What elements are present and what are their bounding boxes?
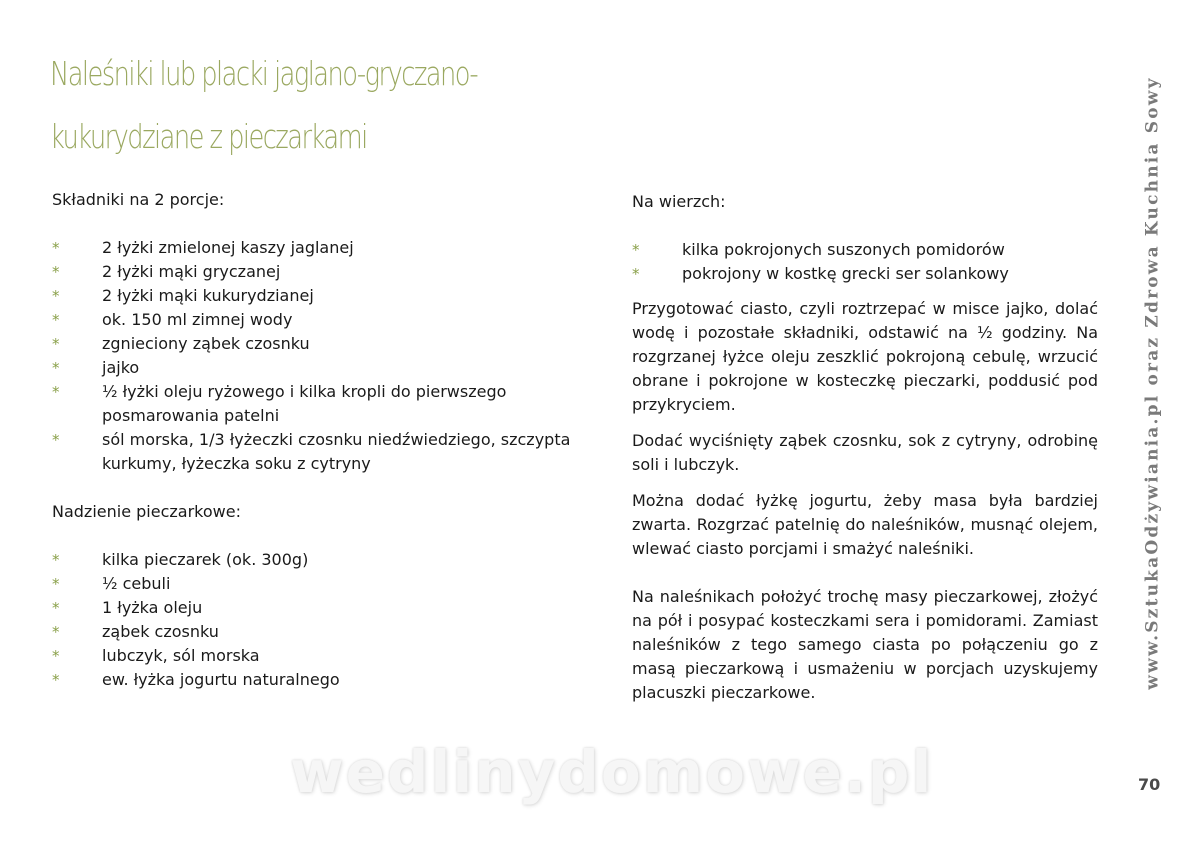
bullet-asterisk-icon: * (52, 335, 60, 353)
filling-heading: Nadzienie pieczarkowe: (52, 502, 241, 521)
recipe-title-line-1: Naleśniki lub placki jaglano-gryczano- (50, 54, 478, 93)
sidebar-credit (1131, 43, 1175, 723)
bullet-asterisk-icon: * (632, 241, 640, 259)
bullet-asterisk-icon: * (52, 599, 60, 617)
bullet-asterisk-icon: * (52, 311, 60, 329)
list-item: * zgnieciony ząbek czosnku (52, 332, 572, 356)
watermark: wedlinydomowe.pl (290, 738, 934, 806)
list-item: * kilka pokrojonych suszonych pomidorów (632, 238, 1098, 262)
bullet-asterisk-icon: * (52, 263, 60, 281)
bullet-asterisk-icon: * (52, 239, 60, 257)
bullet-asterisk-icon: * (52, 359, 60, 377)
bullet-asterisk-icon: * (52, 431, 60, 449)
ingredients-heading: Składniki na 2 porcje: (52, 190, 225, 209)
list-item: * ½ cebuli (52, 572, 572, 596)
instruction-paragraph-1: Przygotować ciasto, czyli roztrzepać w misce jajko, dolać wodę i pozostałe składniki, odstawić na ½ godziny. Na rozgrzanej łyżce oleju zeszklić pokrojoną cebulę, wrzucić obrane i pokrojone w kosteczkę pieczarki, poddusić pod przykryciem. (632, 299, 1098, 414)
list-item: * ½ łyżki oleju ryżowego i kilka kropli do pierwszego posmarowania patelni (52, 382, 507, 425)
list-item: * ok. 150 ml zimnej wody (52, 308, 572, 332)
left-column (52, 188, 572, 692)
list-item: * ew. łyżka jogurtu naturalnego (52, 668, 572, 692)
bullet-asterisk-icon: * (52, 623, 60, 641)
bullet-asterisk-icon: * (52, 287, 60, 305)
bullet-asterisk-icon: * (52, 647, 60, 665)
page-number: 70 (1138, 775, 1161, 794)
instruction-paragraph-2: Dodać wyciśnięty ząbek czosnku, sok z cytryny, odrobinę soli i lubczyk. (632, 431, 1098, 474)
recipe-title-line-2: kukurydziane z pieczarkami (50, 117, 367, 156)
list-item: * sól morska, 1/3 łyżeczki czosnku niedźwiedziego, szczypta kurkumy, łyżeczka soku z cytryny (52, 430, 571, 473)
bullet-asterisk-icon: * (52, 551, 60, 569)
list-item: * 2 łyżki mąki kukurydzianej (52, 284, 572, 308)
sidebar-credit-text: www.SztukaOdżywiania.pl oraz Zdrowa Kuchnia Sowy (1143, 76, 1163, 690)
instruction-paragraph-4: Na naleśnikach położyć trochę masy pieczarkowej, złożyć na pół i posypać kosteczkami sera i pomidorami. Zamiast naleśników z tego samego ciasta po połączeniu go z masą pieczarkową i usmażeniu w porcjach uzyskujemy placuszki pieczarkowe. (632, 587, 1098, 702)
list-item: * ząbek czosnku (52, 620, 572, 644)
bullet-asterisk-icon: * (52, 575, 60, 593)
list-item: * 1 łyżka oleju (52, 596, 572, 620)
list-item: * pokrojony w kostkę grecki ser solankowy (632, 262, 1098, 286)
recipe-title (50, 42, 487, 168)
list-item: * lubczyk, sól morska (52, 644, 572, 668)
list-item: * kilka pieczarek (ok. 300g) (52, 548, 572, 572)
list-item: * jajko (52, 356, 572, 380)
instruction-paragraph-3: Można dodać łyżkę jogurtu, żeby masa była bardziej zwarta. Rozgrzać patelnię do naleśników, musnąć olejem, wlewać ciasto porcjami i smażyć naleśniki. (632, 491, 1098, 558)
ingredients-list (52, 236, 572, 476)
list-item: * 2 łyżki mąki gryczanej (52, 260, 572, 284)
right-column (632, 188, 1098, 705)
bullet-asterisk-icon: * (632, 265, 640, 283)
bullet-asterisk-icon: * (52, 383, 60, 401)
topping-heading: Na wierzch: (632, 192, 726, 211)
bullet-asterisk-icon: * (52, 671, 60, 689)
topping-list (632, 238, 1098, 286)
list-item: * 2 łyżki zmielonej kaszy jaglanej (52, 236, 572, 260)
filling-list (52, 548, 572, 692)
